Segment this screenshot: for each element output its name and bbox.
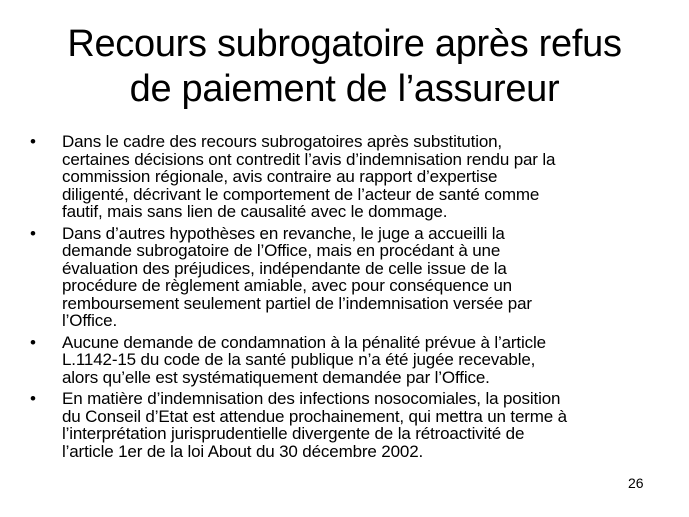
bullet-text-line: alors qu’elle est systématiquement demandée par l’Office. [62, 367, 490, 387]
slide-title-line-2: de paiement de l’assureur [129, 68, 560, 110]
bullet-text-line: l’article 1er de la loi About du 30 décembre 2002. [62, 441, 424, 461]
bullet-item [0, 390, 689, 460]
bullet-text-line: évaluation des préjudices, indépendante de celle issue de la [62, 258, 507, 278]
bullet-marker: • [30, 332, 36, 352]
bullet-marker: • [30, 389, 36, 408]
slide-title [20, 22, 669, 112]
bullet-text-line: Dans d’autres hypothèses en revanche, le juge a accueilli la [62, 223, 505, 243]
bullet-text [62, 225, 689, 330]
bullet-list [0, 133, 689, 464]
bullet-text-line: l’Office. [62, 311, 118, 330]
bullet-text-line: l’interprétation jurisprudentielle divergente de la rétroactivité de [62, 424, 525, 443]
bullet-text-line: Dans le cadre des recours subrogatoires après substitution, [62, 132, 502, 151]
bullet-marker: • [30, 223, 36, 243]
bullet-text [62, 133, 689, 221]
bullet-item [0, 334, 689, 387]
bullet-text-line: diligenté, décrivant le comportement de l’acteur de santé comme [62, 184, 540, 204]
bullet-text-line: remboursement seulement partiel de l’indemnisation versée par [62, 293, 532, 313]
bullet-item [0, 133, 689, 221]
bullet-text [62, 334, 689, 387]
slide-title-line-1: Recours subrogatoire après refus [67, 23, 622, 65]
bullet-text-line: fautif, mais sans lien de causalité avec le dommage. [62, 202, 448, 221]
bullet-text [62, 390, 689, 460]
bullet-text-line: Aucune demande de condamnation à la pénalité prévue à l’article [62, 332, 546, 352]
bullet-text-line: demande subrogatoire de l’Office, mais en procédant à une [62, 241, 501, 260]
bullet-text-line: L.1142-15 du code de la santé publique n’a été jugée recevable, [62, 350, 536, 369]
bullet-text-line: procédure de règlement amiable, avec pour conséquence un [62, 276, 512, 295]
bullet-text-line: du Conseil d’Etat est attendue prochainement, qui mettra un terme à [62, 406, 567, 426]
bullet-item [0, 225, 689, 330]
bullet-text-line: commission régionale, avis contraire au rapport d’expertise [62, 167, 498, 186]
page-number: 26 [628, 475, 644, 491]
bullet-marker: • [30, 132, 36, 151]
bullet-text-line: En matière d’indemnisation des infections nosocomiales, la position [62, 389, 561, 408]
bullet-text-line: certaines décisions ont contredit l’avis d’indemnisation rendu par la [62, 149, 556, 169]
